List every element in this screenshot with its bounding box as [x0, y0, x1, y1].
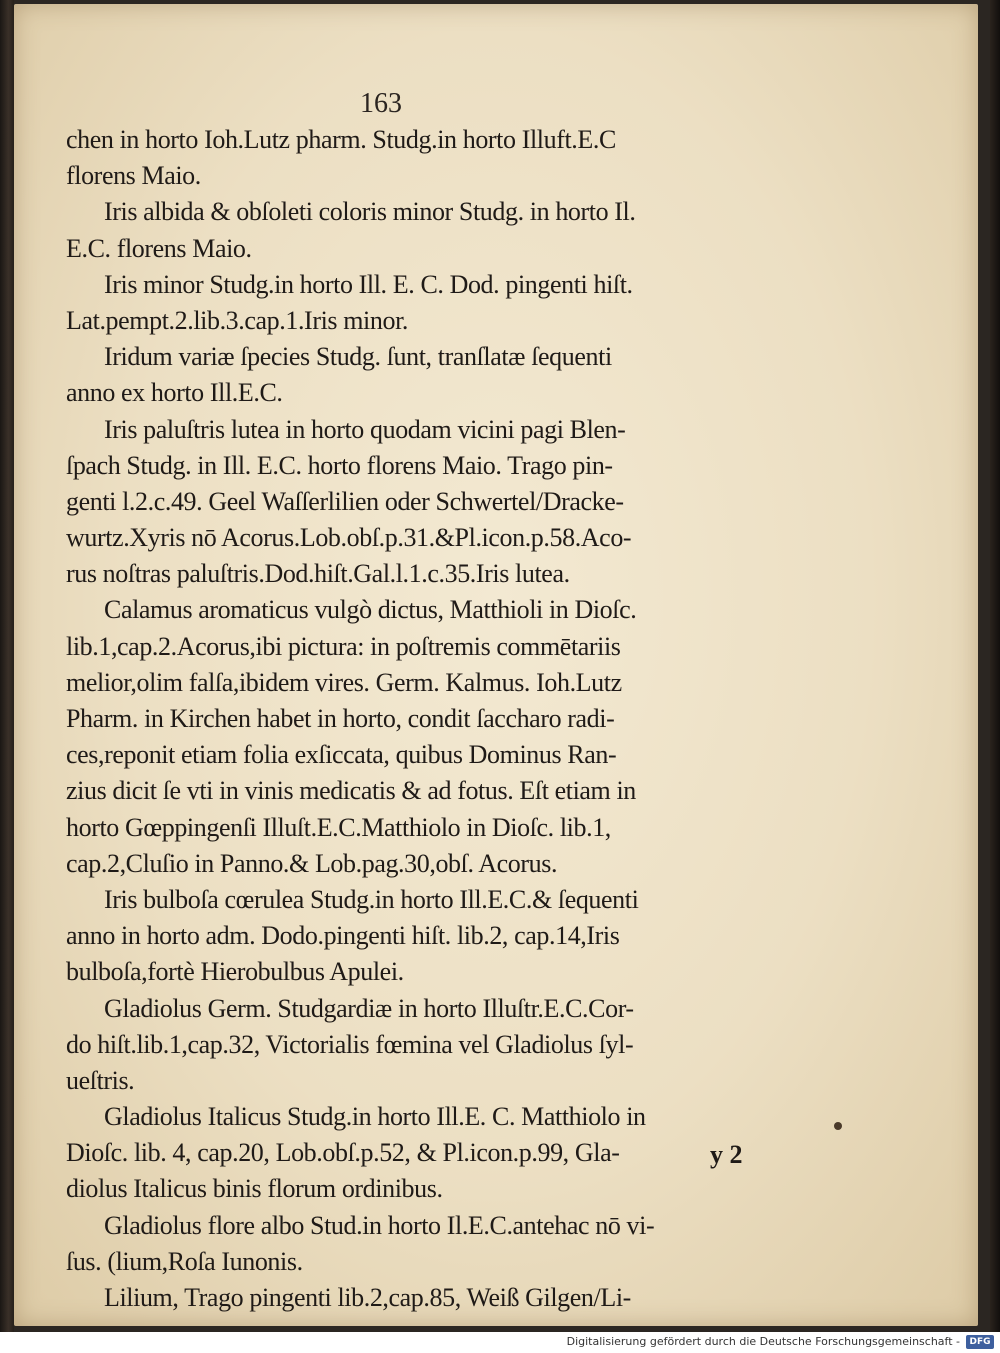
text-line: Iris bulboſa cœrulea Studg.in horto Ill.E.C.& ſequenti: [104, 884, 639, 914]
footer-credit: Digitalisierung gefördert durch die Deutsche Forschungsgemeinschaft -: [566, 1335, 960, 1348]
text-line: ueſtris.: [66, 1065, 135, 1095]
text-line: anno in horto adm. Dodo.pingenti hiſt. lib.2, cap.14,Iris: [66, 921, 620, 951]
text-line: diolus Italicus binis florum ordinibus.: [66, 1174, 443, 1204]
text-line: Iris paluſtris lutea in horto quodam vicini pagi Blen-: [104, 414, 626, 444]
text-line: ſus. (lium,Roſa Iunonis.: [66, 1246, 303, 1276]
ink-spot: [834, 1122, 842, 1130]
text-line: Gladiolus flore albo Stud.in horto Il.E.C.antehac nō vi-: [104, 1210, 655, 1240]
text-line: Calamus aromaticus vulgò dictus, Matthioli in Dioſc.: [104, 595, 637, 625]
catchword: y 2: [710, 1140, 743, 1169]
text-line: zius dicit ſe vti in vinis medicatis & ad fotus. Eſt etiam in: [66, 776, 636, 806]
dfg-logo-icon: DFG: [966, 1335, 994, 1349]
text-line: chen in horto Ioh.Lutz pharm. Studg.in horto Illuft.E.C: [66, 125, 616, 154]
text-line: florens Maio.: [66, 161, 201, 191]
text-line: Lat.pempt.2.lib.3.cap.1.Iris minor.: [66, 305, 408, 335]
text-line: lib.1,cap.2.Acorus,ibi pictura: in poſtremis commētariis: [66, 631, 621, 661]
digitization-footer: [0, 1332, 1000, 1353]
text-line: Gladiolus Germ. Studgardiæ in horto Illuſtr.E.C.Cor-: [104, 993, 634, 1023]
text-line: horto Gœppingenſi Illuſt.E.C.Matthiolo in Dioſc. lib.1,: [66, 812, 611, 842]
text-line: E.C. florens Maio.: [66, 233, 252, 263]
text-line: melior,olim falſa,ibidem vires. Germ. Kalmus. Ioh.Lutz: [66, 667, 622, 697]
book-binding-edge: [0, 0, 14, 1332]
text-line: Pharm. in Kirchen habet in horto, condit ſaccharo radi-: [66, 704, 615, 733]
text-line: Dioſc. lib. 4, cap.20, Lob.obſ.p.52, & Pl.icon.p.99, Gla-: [66, 1138, 620, 1168]
text-line: wurtz.Xyris nō Acorus.Lob.obſ.p.31.&Pl.icon.p.58.Aco-: [66, 523, 632, 553]
text-line: anno ex horto Ill.E.C.: [66, 378, 283, 408]
text-line: Gladiolus Italicus Studg.in horto Ill.E. C. Matthiolo in: [104, 1102, 646, 1132]
page-number: 163: [360, 88, 402, 119]
body-text: [66, 122, 734, 1316]
text-line: ſpach Studg. in Ill. E.C. horto florens Maio. Trago pin-: [66, 450, 613, 480]
text-line: cap.2,Cluſio in Panno.& Lob.pag.30,obſ. Acorus.: [66, 848, 558, 878]
text-line: ces,reponit etiam folia exſiccata, quibus Dominus Ran-: [66, 740, 617, 770]
text-line: Iris albida & obſoleti coloris minor Studg. in horto Il.: [104, 197, 636, 227]
book-cover-edge: [990, 0, 1000, 1332]
text-line: rus noſtras paluſtris.Dod.hiſt.Gal.l.1.c.35.Iris lutea.: [66, 559, 570, 589]
text-line: genti l.2.c.49. Geel Waſſerlilien oder Schwertel/Dracke-: [66, 486, 624, 516]
text-line: Lilium, Trago pingenti lib.2,cap.85, Weiß Gilgen/Li-: [104, 1283, 631, 1312]
paper-page: [14, 4, 978, 1326]
text-line: do hiſt.lib.1,cap.32, Victorialis fœmina vel Gladiolus ſyl-: [66, 1029, 634, 1059]
text-line: Iris minor Studg.in horto Ill. E. C. Dod. pingenti hiſt.: [104, 269, 633, 299]
text-line: Iridum variæ ſpecies Studg. ſunt, tranſlatæ ſequenti: [104, 342, 612, 372]
text-line: bulboſa,fortè Hierobulbus Apulei.: [66, 957, 404, 987]
